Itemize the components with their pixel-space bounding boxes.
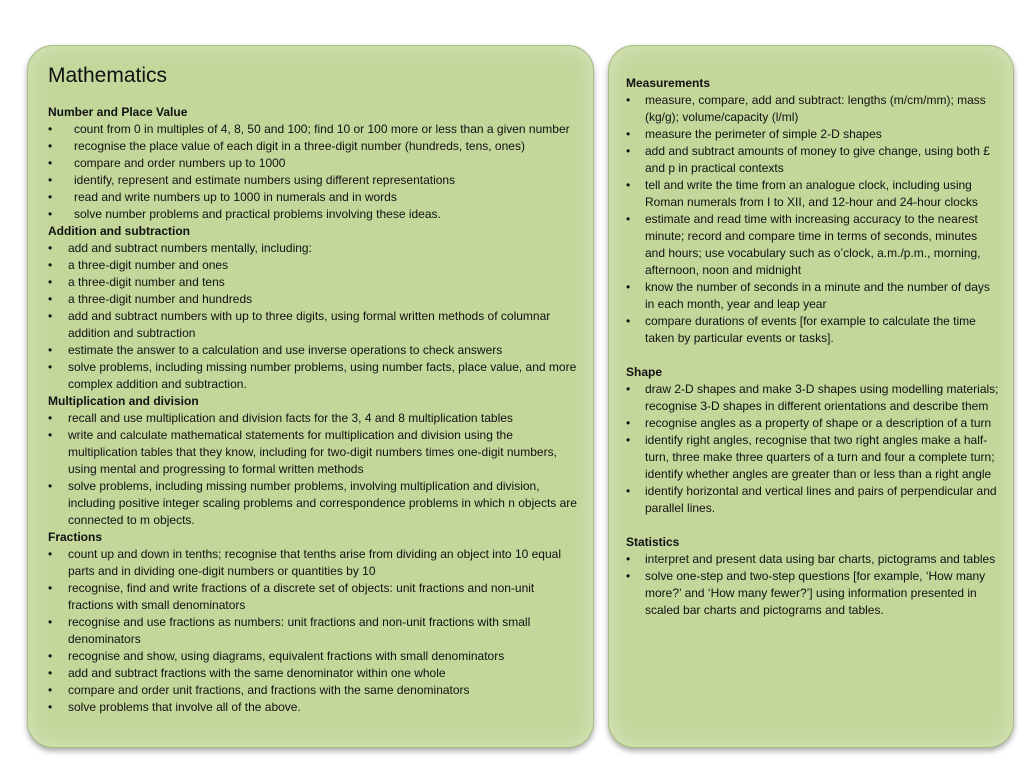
section-number-place-value (48, 104, 579, 223)
section-heading: Shape (626, 365, 663, 379)
section-heading: Multiplication and division (48, 394, 199, 408)
list-item: • identify right angles, recognise that two right angles make a half-turn, three make three quarters of a turn and four a complete turn; identify whether angles are greater than or less than a right angle (626, 432, 999, 483)
list-item: • recognise and show, using diagrams, equivalent fractions with small denominators (48, 648, 579, 665)
section-multiplication-division (48, 393, 579, 529)
bullet-list (626, 92, 999, 347)
list-item: • add and subtract numbers mentally, including: (48, 240, 579, 257)
list-item: • write and calculate mathematical statements for multiplication and division using the multiplication tables that they know, including for two-digit numbers times one-digit numbers, using mental and progressing to formal written methods (48, 427, 579, 478)
list-item: • recognise the place value of each digit in a three-digit number (hundreds, tens, ones) (48, 138, 579, 155)
measurements-shape-statistics-panel (608, 45, 1014, 748)
list-item: • solve number problems and practical problems involving these ideas. (48, 206, 579, 223)
list-item: • solve problems that involve all of the above. (48, 699, 579, 716)
list-item: • add and subtract fractions with the same denominator within one whole (48, 665, 579, 682)
section-addition-subtraction (48, 223, 579, 393)
list-item: • recognise angles as a property of shape or a description of a turn (626, 415, 999, 432)
list-item: • compare and order unit fractions, and fractions with the same denominators (48, 682, 579, 699)
section-heading: Addition and subtraction (48, 224, 190, 238)
list-item: • compare and order numbers up to 1000 (48, 155, 579, 172)
list-item: • add and subtract amounts of money to give change, using both £ and p in practical contexts (626, 143, 999, 177)
list-item: • count up and down in tenths; recognise that tenths arise from dividing an object into 10 equal parts and in dividing one-digit numbers or quantities by 10 (48, 546, 579, 580)
page-title: Mathematics (48, 64, 168, 87)
spacer (626, 517, 999, 534)
list-item: • count from 0 in multiples of 4, 8, 50 and 100; find 10 or 100 more or less than a given number (48, 121, 579, 138)
list-item: • tell and write the time from an analogue clock, including using Roman numerals from I to XII, and 12-hour and 24-hour clocks (626, 177, 999, 211)
list-item: • recognise, find and write fractions of a discrete set of objects: unit fractions and non-unit fractions with small denominators (48, 580, 579, 614)
list-item: • recognise and use fractions as numbers: unit fractions and non-unit fractions with small denominators (48, 614, 579, 648)
list-item: • compare durations of events [for example to calculate the time taken by particular events or tasks]. (626, 313, 999, 347)
list-item: • measure, compare, add and subtract: lengths (m/cm/mm); mass (kg/g); volume/capacity (l/ml) (626, 92, 999, 126)
list-item: • a three-digit number and hundreds (48, 291, 579, 308)
list-item: • recall and use multiplication and division facts for the 3, 4 and 8 multiplication tables (48, 410, 579, 427)
bullet-list (48, 121, 579, 223)
section-shape (626, 364, 999, 517)
list-item: • read and write numbers up to 1000 in numerals and in words (48, 189, 579, 206)
list-item: • measure the perimeter of simple 2-D shapes (626, 126, 999, 143)
list-item: • identify, represent and estimate numbers using different representations (48, 172, 579, 189)
list-item: • a three-digit number and tens (48, 274, 579, 291)
list-item: • identify horizontal and vertical lines and pairs of perpendicular and parallel lines. (626, 483, 999, 517)
mathematics-panel (27, 45, 594, 748)
list-item: • estimate and read time with increasing accuracy to the nearest minute; record and compare time in terms of seconds, minutes and hours; use vocabulary such as o’clock, a.m./p.m., morning, afternoon, noon and midnight (626, 211, 999, 279)
list-item: • solve problems, including missing number problems, using number facts, place value, and more complex addition and subtraction. (48, 359, 579, 393)
list-item: • solve problems, including missing number problems, involving multiplication and division, including positive integer scaling problems and correspondence problems in which n objects are connected to m objects. (48, 478, 579, 529)
list-item: • draw 2-D shapes and make 3-D shapes using modelling materials; recognise 3-D shapes in different orientations and describe them (626, 381, 999, 415)
bullet-list (48, 546, 579, 716)
section-heading: Fractions (48, 530, 103, 544)
list-item: • know the number of seconds in a minute and the number of days in each month, year and leap year (626, 279, 999, 313)
list-item: • interpret and present data using bar charts, pictograms and tables (626, 551, 999, 568)
section-fractions (48, 529, 579, 716)
section-heading: Measurements (626, 76, 711, 90)
section-measurements (626, 75, 999, 347)
spacer (626, 347, 999, 364)
section-heading: Statistics (626, 535, 680, 549)
bullet-list (626, 381, 999, 517)
bullet-list (626, 551, 999, 619)
section-heading: Number and Place Value (48, 105, 188, 119)
list-item: • estimate the answer to a calculation and use inverse operations to check answers (48, 342, 579, 359)
section-statistics (626, 534, 999, 619)
list-item: • add and subtract numbers with up to three digits, using formal written methods of columnar addition and subtraction (48, 308, 579, 342)
list-item: • a three-digit number and ones (48, 257, 579, 274)
list-item: • solve one-step and two-step questions [for example, ‘How many more?’ and ‘How many fewer?’] using information presented in scaled bar charts and pictograms and tables. (626, 568, 999, 619)
bullet-list (48, 410, 579, 529)
bullet-list (48, 240, 579, 393)
